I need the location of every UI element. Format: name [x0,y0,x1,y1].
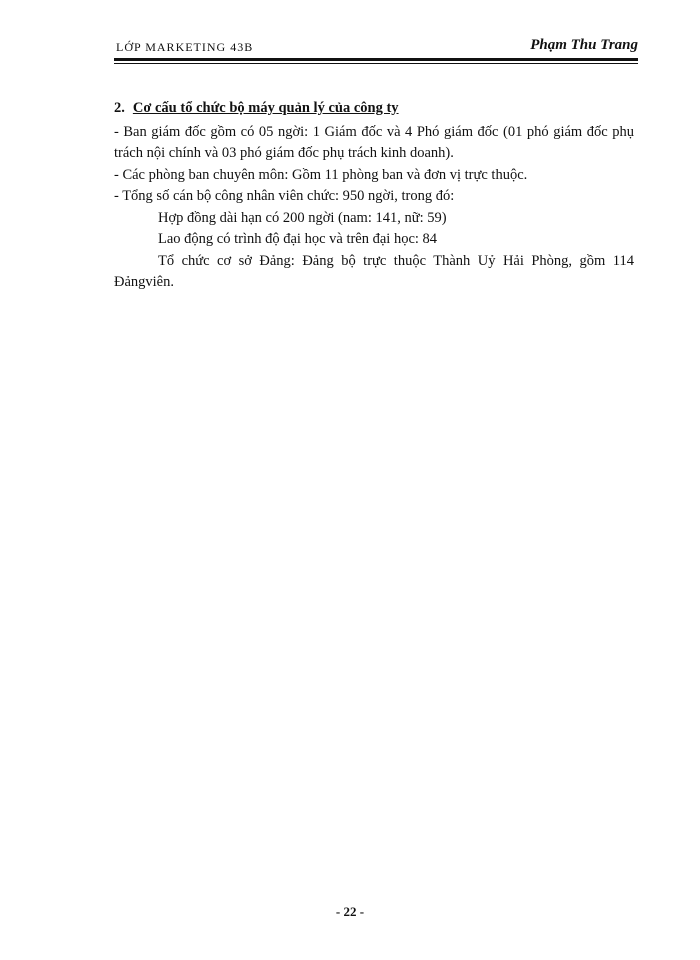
paragraph-departments: - Các phòng ban chuyên môn: Gồm 11 phòng ban và đơn vị trực thuộc. [114,166,528,183]
header-rule-thin [114,63,638,64]
paragraph-university-degree: Lao động có trình độ đại học và trên đại học: 84 [158,231,438,247]
paragraph-board-of-directors: - Ban giám đốc gồm có 05 ngời: 1 Giám đốc và 4 Phó giám đốc (01 phó giám đốc phụ trách nội chính và 03 phó giám đốc phụ trách kinh doanh). [114,123,634,161]
header-rule-thick [114,58,638,61]
document-body [114,98,634,294]
section-heading [114,98,634,120]
paragraph-total-staff: - Tổng số cán bộ công nhân viên chức: 950 ngời, trong đó: [114,188,455,204]
header-author-name: Phạm Thu Trang [530,37,638,53]
paragraph-party-organization: Tổ chức cơ sở Đảng: Đảng bộ trực thuộc Thành Uỷ Hải Phòng, gồm 114 Đảngviên. [114,252,634,290]
header-class-name: LỚP MARKETING 43B [116,40,254,54]
paragraph-long-term-contracts: Hợp đồng dài hạn có 200 ngời (nam: 141, nữ: 59) [158,209,447,226]
page-number: - 22 - [335,904,365,919]
section-title: Cơ cấu tổ chức bộ máy quản lý của công ty [132,100,399,116]
section-number: 2. [114,100,125,116]
